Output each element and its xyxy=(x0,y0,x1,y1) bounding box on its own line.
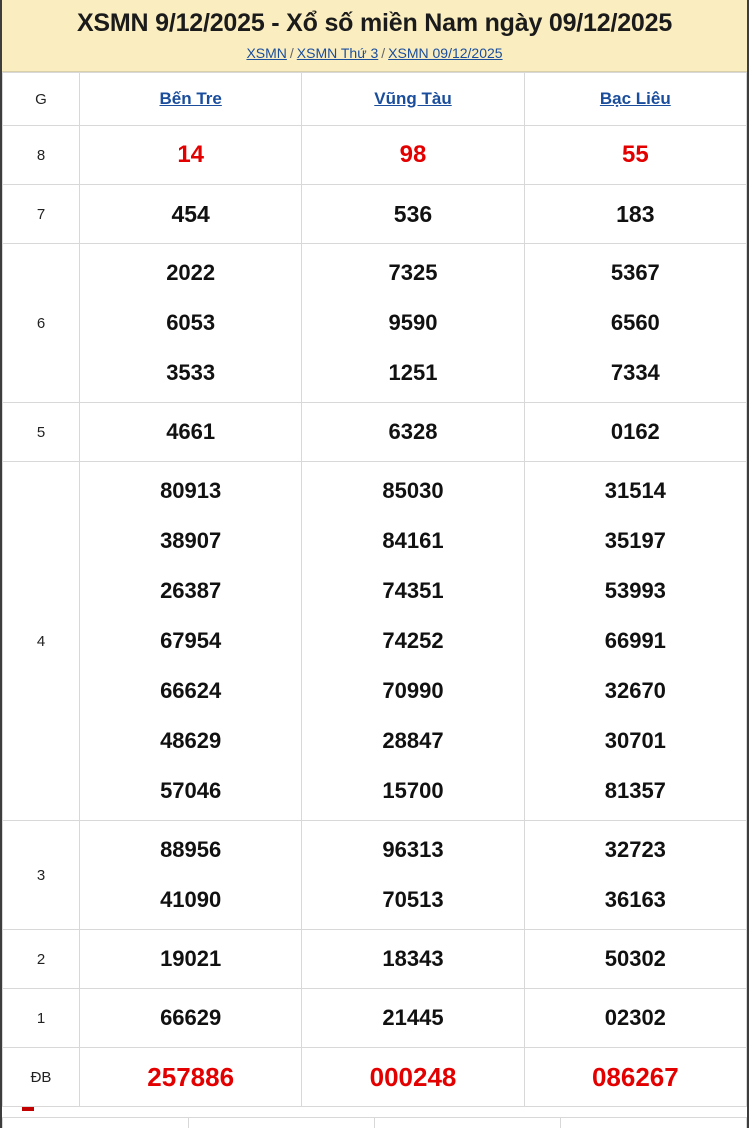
footer-marker xyxy=(2,1107,747,1117)
result-number: 31514 xyxy=(525,466,746,516)
table-row xyxy=(3,126,747,185)
result-number: 6053 xyxy=(80,298,301,348)
result-number: 35197 xyxy=(525,516,746,566)
breadcrumb-item-weekday[interactable]: XSMN Thứ 3 xyxy=(297,45,378,61)
result-cell xyxy=(302,403,524,462)
breadcrumb-item-xsmn[interactable]: XSMN xyxy=(246,45,286,61)
result-cell xyxy=(80,1048,302,1107)
page-header xyxy=(2,0,747,72)
result-number: 19021 xyxy=(80,934,301,984)
result-cell xyxy=(80,403,302,462)
result-number: 50302 xyxy=(525,934,746,984)
result-number: 2022 xyxy=(80,248,301,298)
table-header-row xyxy=(3,73,747,126)
result-cell xyxy=(80,244,302,403)
result-cell xyxy=(80,930,302,989)
prize-label: 7 xyxy=(3,185,80,244)
result-cell xyxy=(524,989,746,1048)
breadcrumb-item-date[interactable]: XSMN 09/12/2025 xyxy=(388,45,502,61)
result-number: 81357 xyxy=(525,766,746,816)
result-number: 98 xyxy=(302,130,523,180)
result-cell xyxy=(524,930,746,989)
result-cell xyxy=(80,821,302,930)
footer-row xyxy=(3,1118,747,1128)
province-header-1[interactable]: Vũng Tàu xyxy=(302,73,524,126)
breadcrumb-separator-2: / xyxy=(378,45,388,61)
footer-cell xyxy=(561,1118,747,1128)
result-number: 7334 xyxy=(525,348,746,398)
prize-label: 5 xyxy=(3,403,80,462)
result-number: 85030 xyxy=(302,466,523,516)
result-number: 15700 xyxy=(302,766,523,816)
result-cell xyxy=(524,126,746,185)
table-row xyxy=(3,1048,747,1107)
result-number: 000248 xyxy=(302,1052,523,1102)
result-cell xyxy=(524,403,746,462)
table-row xyxy=(3,989,747,1048)
footer-cell xyxy=(375,1118,561,1128)
result-number: 21445 xyxy=(302,993,523,1043)
result-cell xyxy=(524,821,746,930)
result-cell xyxy=(302,1048,524,1107)
prize-label: 4 xyxy=(3,462,80,821)
result-number: 74351 xyxy=(302,566,523,616)
result-cell xyxy=(302,126,524,185)
result-number: 32723 xyxy=(525,825,746,875)
result-number: 536 xyxy=(302,189,523,239)
prize-label: 3 xyxy=(3,821,80,930)
result-number: 32670 xyxy=(525,666,746,716)
result-cell xyxy=(524,185,746,244)
table-row xyxy=(3,185,747,244)
result-number: 57046 xyxy=(80,766,301,816)
result-number: 9590 xyxy=(302,298,523,348)
footer-cell xyxy=(3,1118,189,1128)
result-number: 36163 xyxy=(525,875,746,925)
prize-label: 8 xyxy=(3,126,80,185)
result-cell xyxy=(524,1048,746,1107)
result-cell xyxy=(524,462,746,821)
result-cell xyxy=(80,185,302,244)
page-title: XSMN 9/12/2025 - Xổ số miền Nam ngày 09/12/2025 xyxy=(2,6,747,40)
result-number: 7325 xyxy=(302,248,523,298)
result-number: 454 xyxy=(80,189,301,239)
table-row xyxy=(3,403,747,462)
result-number: 80913 xyxy=(80,466,301,516)
result-cell xyxy=(302,244,524,403)
province-header-2[interactable]: Bạc Liêu xyxy=(524,73,746,126)
result-number: 70990 xyxy=(302,666,523,716)
breadcrumb-separator-1: / xyxy=(287,45,297,61)
result-number: 183 xyxy=(525,189,746,239)
result-number: 28847 xyxy=(302,716,523,766)
table-row xyxy=(3,462,747,821)
result-number: 02302 xyxy=(525,993,746,1043)
prize-label: 6 xyxy=(3,244,80,403)
result-number: 6328 xyxy=(302,407,523,457)
result-number: 67954 xyxy=(80,616,301,666)
result-number: 88956 xyxy=(80,825,301,875)
result-number: 1251 xyxy=(302,348,523,398)
result-number: 55 xyxy=(525,130,746,180)
result-number: 0162 xyxy=(525,407,746,457)
breadcrumb xyxy=(2,43,747,63)
result-number: 41090 xyxy=(80,875,301,925)
result-number: 96313 xyxy=(302,825,523,875)
table-row xyxy=(3,821,747,930)
table-row xyxy=(3,244,747,403)
result-number: 14 xyxy=(80,130,301,180)
result-cell xyxy=(80,989,302,1048)
result-cell xyxy=(80,126,302,185)
result-number: 70513 xyxy=(302,875,523,925)
result-number: 74252 xyxy=(302,616,523,666)
result-cell xyxy=(302,462,524,821)
prize-column-header: G xyxy=(3,73,80,126)
result-number: 086267 xyxy=(525,1052,746,1102)
result-number: 66991 xyxy=(525,616,746,666)
result-cell xyxy=(302,185,524,244)
prize-label: ĐB xyxy=(3,1048,80,1107)
result-number: 18343 xyxy=(302,934,523,984)
province-header-0[interactable]: Bến Tre xyxy=(80,73,302,126)
result-number: 26387 xyxy=(80,566,301,616)
result-number: 257886 xyxy=(80,1052,301,1102)
result-number: 6560 xyxy=(525,298,746,348)
prize-label: 1 xyxy=(3,989,80,1048)
result-number: 3533 xyxy=(80,348,301,398)
result-number: 5367 xyxy=(525,248,746,298)
prize-label: 2 xyxy=(3,930,80,989)
result-number: 48629 xyxy=(80,716,301,766)
footer-grid xyxy=(2,1117,747,1128)
result-cell xyxy=(302,821,524,930)
red-tick-marker xyxy=(22,1107,34,1111)
result-cell xyxy=(524,244,746,403)
result-number: 30701 xyxy=(525,716,746,766)
result-cell xyxy=(80,462,302,821)
table-row xyxy=(3,930,747,989)
result-number: 66629 xyxy=(80,993,301,1043)
result-number: 53993 xyxy=(525,566,746,616)
result-number: 66624 xyxy=(80,666,301,716)
results-table xyxy=(2,72,747,1107)
footer-cell xyxy=(189,1118,375,1128)
result-cell xyxy=(302,930,524,989)
result-cell xyxy=(302,989,524,1048)
result-number: 84161 xyxy=(302,516,523,566)
result-number: 38907 xyxy=(80,516,301,566)
result-number: 4661 xyxy=(80,407,301,457)
